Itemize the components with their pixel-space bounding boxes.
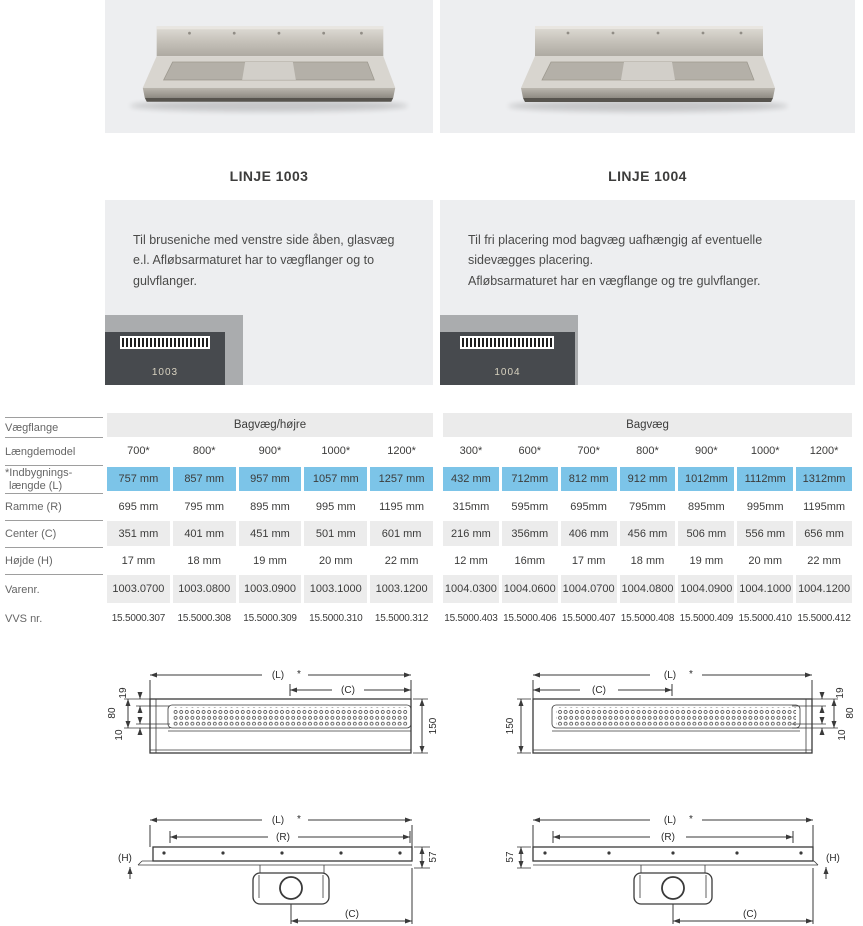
table-cell-highlight: 1112mm (737, 467, 793, 491)
table-cell: 1004.0600 (502, 575, 558, 603)
table-cell-highlight: 757 mm (107, 467, 170, 491)
dim-L: (L) (271, 815, 285, 826)
table-cell: 1004.0900 (678, 575, 734, 603)
table-cell-highlight: 1057 mm (304, 467, 367, 491)
row-ramme (443, 493, 852, 520)
table-cell: 1000* (321, 445, 351, 457)
dim-C: (C) (743, 909, 757, 920)
table-cell: 1003.0700 (107, 575, 170, 603)
table-cell: 19 mm (689, 554, 724, 567)
table-cell: 600* (518, 445, 542, 457)
dim-57: 57 (505, 851, 516, 863)
dim-H: (H) (118, 853, 132, 864)
dim-asterisk: * (297, 669, 301, 680)
table-cell: 595mm (511, 500, 549, 513)
dim-asterisk: * (297, 814, 301, 825)
dim-L: (L) (663, 815, 677, 826)
table-cell: 656 mm (796, 521, 852, 546)
dim-57: 57 (428, 851, 439, 863)
table-cell: 1003.0800 (173, 575, 236, 603)
row-label-laengdemodel: Længdemodel (5, 437, 103, 465)
table-cell: 406 mm (561, 521, 617, 546)
table-cell: 700* (127, 445, 150, 457)
table-cell-highlight: 432 mm (443, 467, 499, 491)
technical-drawing-top-view-1003 (100, 650, 440, 785)
product-photo-card-1004 (440, 0, 855, 133)
table-cell: 601 mm (370, 521, 433, 546)
dim-C: (C) (345, 909, 359, 920)
table-cell: 451 mm (239, 521, 302, 546)
table-cell: 556 mm (737, 521, 793, 546)
table-cell: 995mm (746, 500, 784, 513)
table-cell: 1004.1000 (737, 575, 793, 603)
table-cell: 501 mm (304, 521, 367, 546)
dim-R: (R) (661, 832, 675, 843)
table-cell: 22 mm (807, 554, 841, 567)
product-title: LINJE 1003 (229, 167, 309, 184)
table-cell: 401 mm (173, 521, 236, 546)
table-cell: 1004.0800 (620, 575, 676, 603)
drain-product-image (483, 0, 813, 133)
table-cell: 1004.0300 (443, 575, 499, 603)
spec-table-1004 (443, 413, 852, 633)
row-label-varenr: Varenr. (5, 574, 103, 604)
row-varenr (107, 574, 433, 604)
table-cell: 15.5000.407 (561, 613, 616, 624)
description-paragraph: Til fri placering mod bagvæg uafhængig af eventuelle sidevægges placering. (468, 233, 763, 268)
table-cell-highlight: 812 mm (561, 467, 617, 491)
dim-C: (C) (592, 685, 606, 696)
table-cell: 18 mm (630, 554, 665, 567)
table-cell: 1195 mm (379, 500, 425, 513)
technical-drawing-section-1003 (100, 790, 440, 926)
dim-L: (L) (663, 670, 677, 681)
dim-19: 19 (118, 687, 129, 699)
table-cell-highlight: 857 mm (173, 467, 236, 491)
dim-150: 150 (428, 717, 439, 735)
table-cell: 15.5000.309 (243, 613, 297, 624)
table-cell: 356mm (502, 521, 558, 546)
table-cell-highlight: 1312mm (796, 467, 852, 491)
row-label-center: Center (C) (5, 520, 103, 547)
dim-10: 10 (837, 729, 848, 741)
dim-asterisk: * (689, 669, 693, 680)
row-label-hoejde: Højde (H) (5, 547, 103, 574)
product-photo-card-1003 (105, 0, 433, 133)
drain-symbol (460, 336, 554, 349)
row-label-indbygningslaengde (5, 465, 103, 493)
dim-19: 19 (835, 687, 846, 699)
row-center (107, 520, 433, 547)
table-cell: 1003.1000 (304, 575, 367, 603)
row-ramme (107, 493, 433, 520)
table-cell: 1195mm (803, 500, 846, 513)
table-cell: 16mm (514, 554, 546, 567)
vaegflange-band: Bagvæg/højre (107, 413, 433, 437)
drain-product-image (105, 0, 433, 133)
dim-C: (C) (341, 685, 355, 696)
table-row-labels (5, 417, 103, 633)
row-indbygningslaengde (443, 465, 852, 493)
table-cell: 900* (695, 445, 718, 457)
table-cell: 315mm (452, 500, 490, 513)
table-cell: 15.5000.408 (620, 613, 675, 624)
table-cell: 695 mm (118, 500, 159, 513)
table-cell: 17 mm (571, 554, 606, 567)
table-cell: 1003.1200 (370, 575, 433, 603)
table-cell: 300* (459, 445, 483, 457)
table-cell: 15.5000.406 (503, 613, 557, 624)
table-cell: 351 mm (107, 521, 170, 546)
table-cell: 15.5000.308 (177, 613, 231, 624)
table-cell-highlight: 912 mm (620, 467, 676, 491)
table-cell-highlight: 1012mm (678, 467, 734, 491)
dim-H: (H) (826, 853, 840, 864)
dim-80: 80 (107, 707, 118, 719)
dim-10: 10 (114, 729, 125, 741)
diagram-label: 1004 (494, 366, 521, 378)
table-cell: 15.5000.410 (738, 613, 792, 624)
row-label-vaegflange: Vægflange (5, 417, 103, 437)
row-label-line: *Indbygnings- (5, 466, 73, 479)
dim-asterisk: * (689, 814, 693, 825)
row-label-line: længde (L) (9, 479, 63, 492)
table-cell: 456 mm (620, 521, 676, 546)
product-description-card (105, 200, 433, 385)
table-cell: 895 mm (250, 500, 290, 513)
table-cell: 700* (577, 445, 600, 457)
table-cell: 795 mm (184, 500, 225, 513)
dim-80: 80 (845, 707, 856, 719)
table-cell: 800* (636, 445, 659, 457)
table-cell: 19 mm (253, 554, 287, 567)
placement-diagram (105, 315, 243, 385)
table-cell: 800* (192, 445, 216, 457)
table-cell: 1003.0900 (239, 575, 302, 603)
row-laengdemodel (107, 437, 433, 465)
table-cell: 1200* (387, 445, 416, 457)
description-paragraph: Til bruseniche med venstre side åben, glasvæg e.l. Afløbsarmaturet har to vægflanger og to gulvflanger. (133, 233, 395, 288)
table-cell: 20 mm (748, 554, 783, 567)
table-cell: 895mm (688, 500, 725, 513)
table-cell: 15.5000.312 (374, 613, 429, 624)
row-indbygningslaengde (107, 465, 433, 493)
row-vvs (443, 604, 852, 633)
row-label-vvs: VVS nr. (5, 612, 43, 625)
product-title: LINJE 1004 (608, 167, 687, 184)
table-cell-highlight: 1257 mm (370, 467, 433, 491)
shower-area (105, 332, 225, 385)
table-cell-highlight: 957 mm (239, 467, 302, 491)
table-cell: 995 mm (315, 500, 356, 513)
table-cell: 15.5000.409 (679, 613, 734, 624)
row-vvs (107, 604, 433, 633)
row-laengdemodel (443, 437, 852, 465)
row-hoejde (107, 547, 433, 574)
shower-area (440, 332, 575, 385)
table-cell: 900* (258, 445, 282, 457)
vaegflange-band: Bagvæg (443, 413, 852, 437)
row-varenr (443, 574, 852, 604)
drain-symbol (120, 336, 210, 349)
table-cell: 15.5000.403 (444, 613, 498, 624)
dim-150: 150 (505, 717, 516, 735)
table-cell: 18 mm (187, 554, 221, 567)
table-cell: 20 mm (318, 554, 353, 567)
table-cell: 1004.0700 (561, 575, 617, 603)
table-cell: 695mm (570, 500, 607, 513)
table-cell: 506 mm (678, 521, 734, 546)
row-center (443, 520, 852, 547)
table-cell: 1000* (750, 445, 780, 457)
product-description-card (440, 200, 855, 385)
table-cell: 17 mm (121, 554, 156, 567)
table-cell-highlight: 712mm (502, 467, 558, 491)
technical-drawing-top-view-1004 (490, 650, 863, 785)
table-cell: 795mm (629, 500, 666, 513)
placement-diagram (440, 315, 578, 385)
dim-R: (R) (276, 832, 290, 843)
spec-table-1003 (107, 413, 433, 633)
description-paragraph: Afløbsarmaturet har en vægflange og tre gulvflanger. (468, 273, 761, 288)
table-cell: 15.5000.307 (111, 613, 166, 624)
table-cell: 1004.1200 (796, 575, 852, 603)
technical-drawing-section-1004 (490, 790, 863, 926)
table-cell: 216 mm (443, 521, 499, 546)
row-hoejde (443, 547, 852, 574)
row-label-ramme: Ramme (R) (5, 493, 103, 520)
table-cell: 15.5000.310 (309, 613, 363, 624)
table-cell: 12 mm (454, 554, 488, 567)
table-cell: 22 mm (384, 554, 419, 567)
dim-L: (L) (271, 670, 285, 681)
table-cell: 15.5000.412 (797, 613, 851, 624)
table-cell: 1200* (809, 445, 839, 457)
diagram-label: 1003 (151, 366, 179, 378)
